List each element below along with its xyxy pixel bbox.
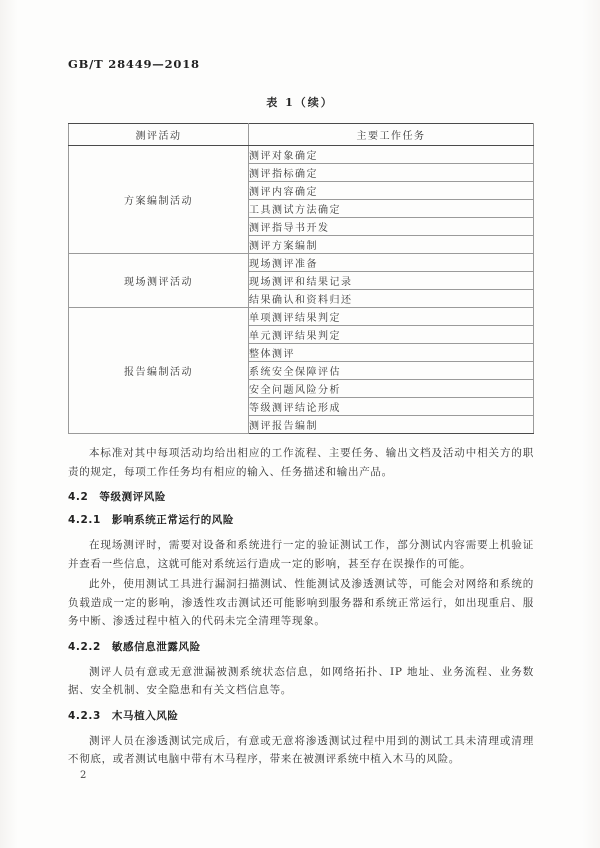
paragraph: 测评人员有意或无意泄漏被测系统状态信息，如网络拓扑、IP 地址、业务流程、业务数据、安全机制、安全隐患和有关文档信息等。 — [68, 665, 534, 696]
page-number: 2 — [80, 770, 87, 781]
column-header-task: 主要工作任务 — [249, 124, 534, 146]
section-number: 4.2 — [68, 491, 89, 503]
task-cell: 现场测评准备 — [249, 254, 534, 272]
task-cell: 结果确认和资料归还 — [249, 290, 534, 308]
section-number: 4.2.1 — [68, 514, 101, 526]
activity-cell: 报告编制活动 — [69, 308, 249, 434]
table-title: 表 1（续） — [266, 96, 334, 109]
task-cell: 测评指导书开发 — [249, 218, 534, 236]
table-row — [69, 254, 534, 272]
body-content — [68, 444, 534, 769]
task-cell: 安全问题风险分析 — [249, 380, 534, 398]
section-heading — [68, 513, 534, 527]
task-cell: 测评内容确定 — [249, 182, 534, 200]
section-number: 4.2.2 — [68, 640, 101, 653]
task-cell: 整体测评 — [249, 344, 534, 362]
column-header-activity: 测评活动 — [69, 124, 249, 146]
table-row — [69, 308, 534, 326]
task-cell: 测评报告编制 — [249, 416, 534, 434]
paragraph: 本标准对其中每项活动均给出相应的工作流程、主要任务、输出文档及活动中相关方的职责的规定，每项工作任务均有相应的输入、任务描述和输出产品。 — [68, 447, 534, 478]
task-cell: 测评指标确定 — [249, 164, 534, 182]
task-cell: 工具测试方法确定 — [249, 200, 534, 218]
section-title: 木马植入风险 — [111, 709, 179, 722]
table-row — [69, 146, 534, 164]
evaluation-activity-table — [68, 123, 534, 434]
section-heading — [68, 709, 534, 723]
table-header-row — [69, 124, 534, 146]
paragraph: 此外，使用测试工具进行漏洞扫描测试、性能测试及渗透测试等，可能会对网络和系统的负载造成一定的影响，渗透性攻击测试还可能影响到服务器和系统正常运行，如出现重启、服务中断、渗透过程中植入的代码未完全清理等现象。 — [68, 578, 534, 627]
task-cell: 测评方案编制 — [249, 236, 534, 254]
section-title: 等级测评风险 — [99, 491, 167, 503]
task-cell: 测评对象确定 — [249, 146, 534, 164]
activity-cell: 方案编制活动 — [69, 146, 249, 254]
section-title: 敏感信息泄露风险 — [111, 640, 201, 653]
task-cell: 系统安全保障评估 — [249, 362, 534, 380]
section-title: 影响系统正常运行的风险 — [111, 514, 235, 526]
task-cell: 现场测评和结果记录 — [249, 272, 534, 290]
paragraph: 测评人员在渗透测试完成后，有意或无意将渗透测试过程中用到的测试工具未清理或清理不彻底，或者测试电脑中带有木马程序，带来在被测评系统中植入木马的风险。 — [68, 734, 534, 765]
section-number: 4.2.3 — [68, 709, 101, 722]
activity-cell: 现场测评活动 — [69, 254, 249, 308]
task-cell: 等级测评结论形成 — [249, 398, 534, 416]
task-cell: 单元测评结果判定 — [249, 326, 534, 344]
section-heading — [68, 640, 534, 654]
section-heading — [68, 490, 534, 504]
paragraph: 在现场测评时，需要对设备和系统进行一定的验证测试工作，部分测试内容需要上机验证并查看一些信息，这就可能对系统运行造成一定的影响，甚至存在误操作的可能。 — [68, 539, 534, 570]
task-cell: 单项测评结果判定 — [249, 308, 534, 326]
standard-number: GB/T 28449—2018 — [68, 57, 200, 71]
